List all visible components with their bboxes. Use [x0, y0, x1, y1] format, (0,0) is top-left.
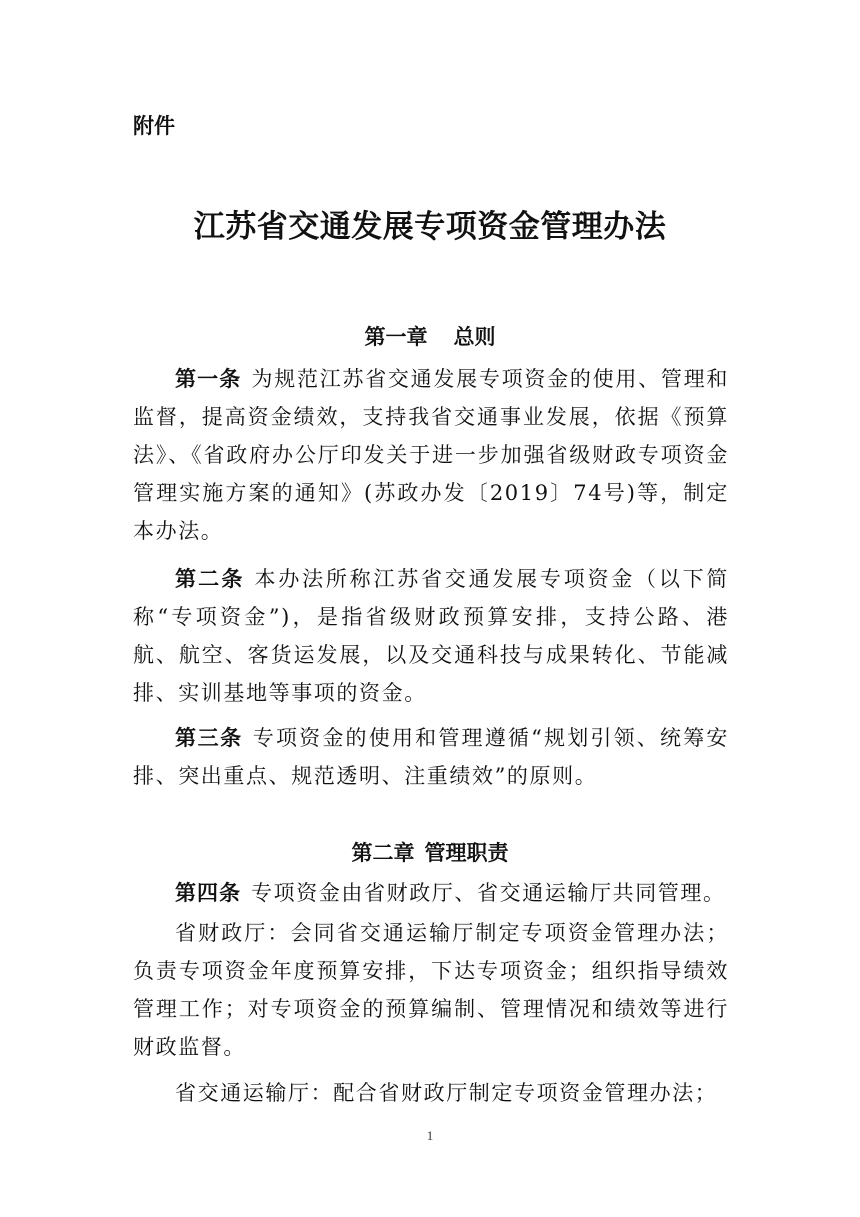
article-2-label: 第二条	[175, 567, 245, 591]
chapter-1-name: 总则	[453, 325, 496, 349]
article-1-label: 第一条	[175, 367, 242, 391]
article-2	[133, 560, 729, 712]
article-4-label: 第四条	[175, 881, 241, 905]
paragraph-transport-department: 省交通运输厅：配合省财政厅制定专项资金管理办法；	[175, 1081, 718, 1105]
article-2-text: 本办法所称江苏省交通发展专项资金（以下简称“专项资金”)，是指省级财政预算安排，支持公路、港航、航空、客货运发展，以及交通科技与成果转化、节能减排、实训基地等事项的资金。	[133, 567, 729, 705]
article-3	[133, 719, 729, 795]
article-1-text: 为规范江苏省交通发展专项资金的使用、管理和监督，提高资金绩效，支持我省交通事业发展，依据《预算法》、《省政府办公厅印发关于进一步加强省级财政专项资金管理实施方案的通知》(苏政办发〔2019〕74号)等，制定本办法。	[133, 367, 729, 543]
chapter-1-heading	[0, 322, 860, 352]
chapter-2-heading	[0, 838, 860, 868]
chapter-1-number: 第一章	[364, 325, 428, 349]
article-4-text: 专项资金由省财政厅、省交通运输厅共同管理。	[251, 881, 726, 905]
article-4	[133, 874, 729, 912]
article-3-text: 专项资金的使用和管理遵循“规划引领、统筹安排、突出重点、规范透明、注重绩效”的原则。	[133, 726, 729, 788]
article-1	[133, 360, 729, 550]
attachment-label: 附件	[133, 114, 175, 138]
paragraph-finance-department: 省财政厅：会同省交通运输厅制定专项资金管理办法；负责专项资金年度预算安排，下达专项资金；组织指导绩效管理工作；对专项资金的预算编制、管理情况和绩效等进行财政监督。	[133, 921, 729, 1059]
document-title: 江苏省交通发展专项资金管理办法	[193, 209, 667, 245]
article-3-label: 第三条	[175, 726, 243, 750]
chapter-2-number: 第二章	[351, 841, 415, 865]
chapter-2-name: 管理职责	[424, 841, 509, 865]
page-number: 1	[426, 1128, 434, 1143]
